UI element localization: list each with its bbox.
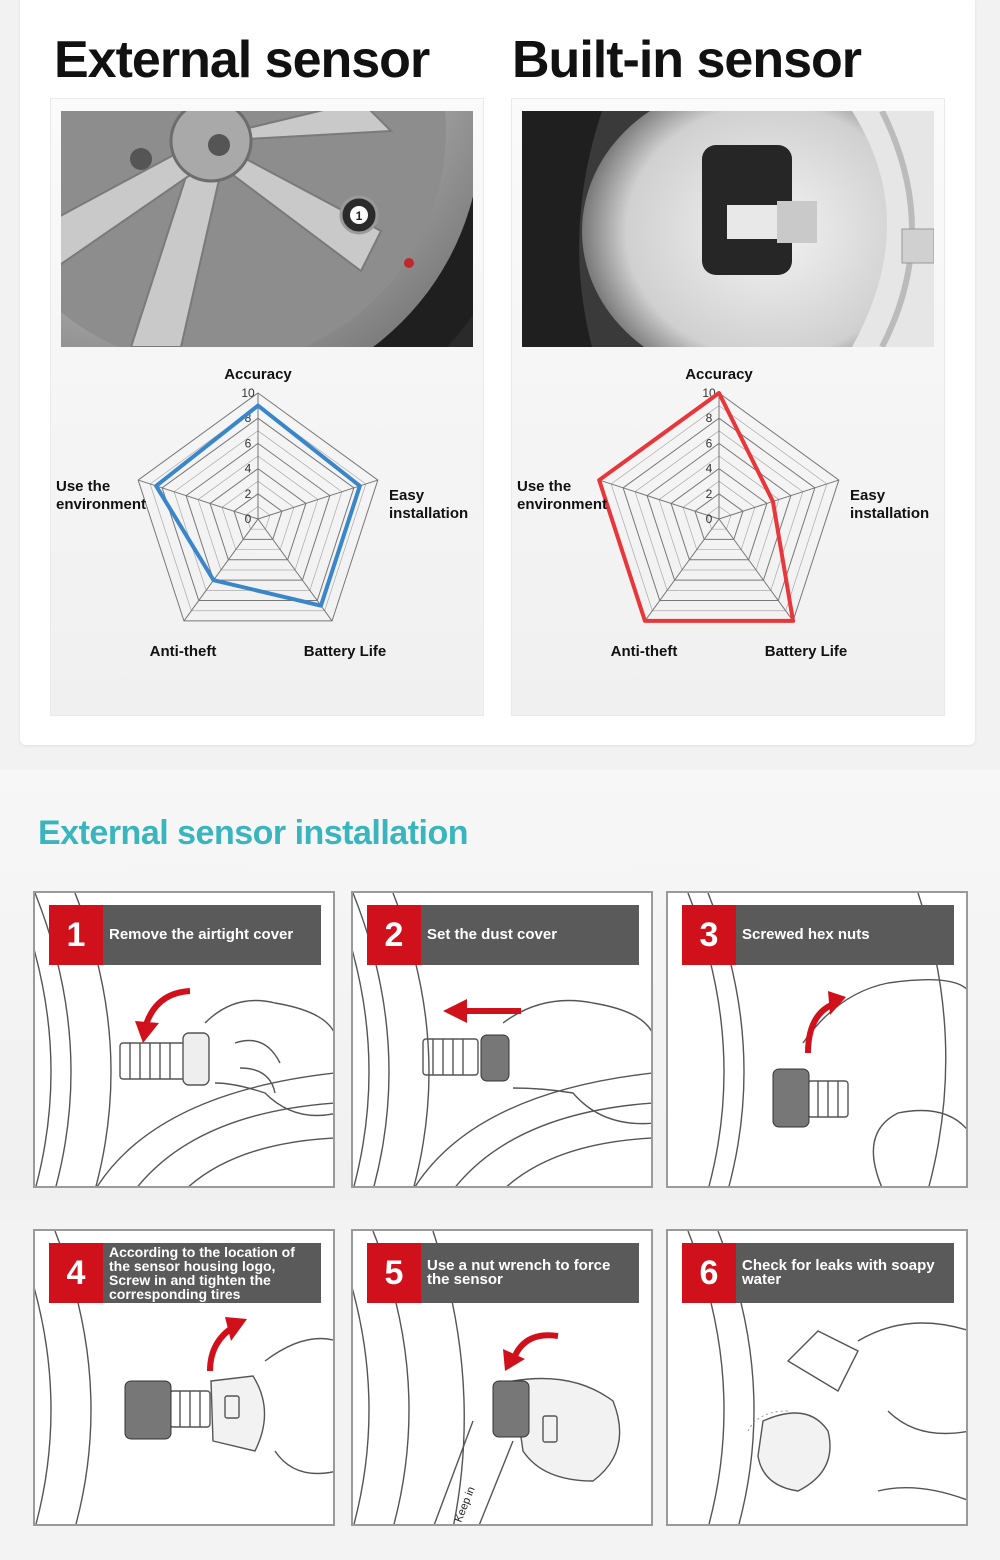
external-radar-tick-label: 8 — [244, 411, 252, 426]
builtin-sensor-photo — [522, 111, 934, 347]
external-sensor-panel — [50, 98, 484, 716]
external-radar-axis-label: Anti-theft — [149, 643, 217, 660]
builtin-radar-tick-label: 2 — [705, 486, 713, 501]
step-1-number: 1 — [49, 905, 103, 965]
installation-title: External sensor installation — [38, 814, 469, 852]
step-3-text: Screwed hex nuts — [736, 905, 954, 965]
step-6-number: 6 — [682, 1243, 736, 1303]
step-2-number: 2 — [367, 905, 421, 965]
step-5-header — [367, 1243, 639, 1303]
external-radar-axis-label: Use the environment — [56, 478, 147, 513]
step-6-card — [666, 1229, 968, 1526]
builtin-radar-tick-label: 10 — [702, 386, 716, 400]
external-radar-tick-label: 10 — [241, 386, 255, 400]
builtin-radar-tick-label: 0 — [705, 512, 713, 526]
wrench-label: Keep in — [452, 1485, 478, 1525]
external-sensor-photo — [61, 111, 473, 347]
external-radar-axis-label: Easy installation — [389, 487, 469, 522]
builtin-radar-axis-spoke — [719, 480, 839, 519]
builtin-radar-axis-label: Anti-theft — [610, 643, 678, 660]
step-5-text: Use a nut wrench to force the sensor — [421, 1243, 639, 1303]
builtin-radar-chart — [512, 349, 946, 709]
external-radar-axis-label: Accuracy — [224, 366, 292, 383]
external-radar-tick-label: 0 — [244, 512, 252, 526]
builtin-radar-axis-label: Accuracy — [685, 366, 753, 383]
external-sensor-title: External sensor — [54, 31, 430, 89]
builtin-sensor-title: Built-in sensor — [512, 31, 862, 89]
builtin-radar-axis-spoke — [599, 480, 719, 519]
builtin-sensor-panel — [511, 98, 945, 716]
builtin-radar-series-line — [599, 393, 793, 621]
step-6-text: Check for leaks with soapy water — [736, 1243, 954, 1303]
step-1-text: Remove the airtight cover — [103, 905, 321, 965]
builtin-radar-axis-label: Easy installation — [850, 487, 930, 522]
step-4-card — [33, 1229, 335, 1526]
external-radar-axis-label: Battery Life — [303, 643, 387, 660]
step-5-number: 5 — [367, 1243, 421, 1303]
external-radar-tick-label: 4 — [244, 461, 252, 476]
step-4-number: 4 — [49, 1243, 103, 1303]
builtin-radar-tick-label: 6 — [705, 436, 713, 451]
step-2-card — [351, 891, 653, 1188]
step-1-card — [33, 891, 335, 1188]
step-1-header — [49, 905, 321, 965]
step-3-card — [666, 891, 968, 1188]
external-radar-tick-label: 2 — [244, 486, 252, 501]
step-6-header — [682, 1243, 954, 1303]
step-2-text: Set the dust cover — [421, 905, 639, 965]
builtin-radar-axis-label: Battery Life — [764, 643, 848, 660]
builtin-radar-axis-label: Use the environment — [517, 478, 608, 513]
external-radar-chart — [51, 349, 485, 709]
step-2-header — [367, 905, 639, 965]
step-4-header — [49, 1243, 321, 1303]
step-4-text: According to the location of the sensor housing logo, Screw in and tighten the corresponding tires — [103, 1243, 321, 1303]
step-3-number: 3 — [682, 905, 736, 965]
step-3-header — [682, 905, 954, 965]
builtin-radar-tick-label: 4 — [705, 461, 713, 476]
builtin-radar-tick-label: 8 — [705, 411, 713, 426]
photo-badge-number: 1 — [355, 209, 363, 223]
external-radar-tick-label: 6 — [244, 436, 252, 451]
step-5-card — [351, 1229, 653, 1526]
